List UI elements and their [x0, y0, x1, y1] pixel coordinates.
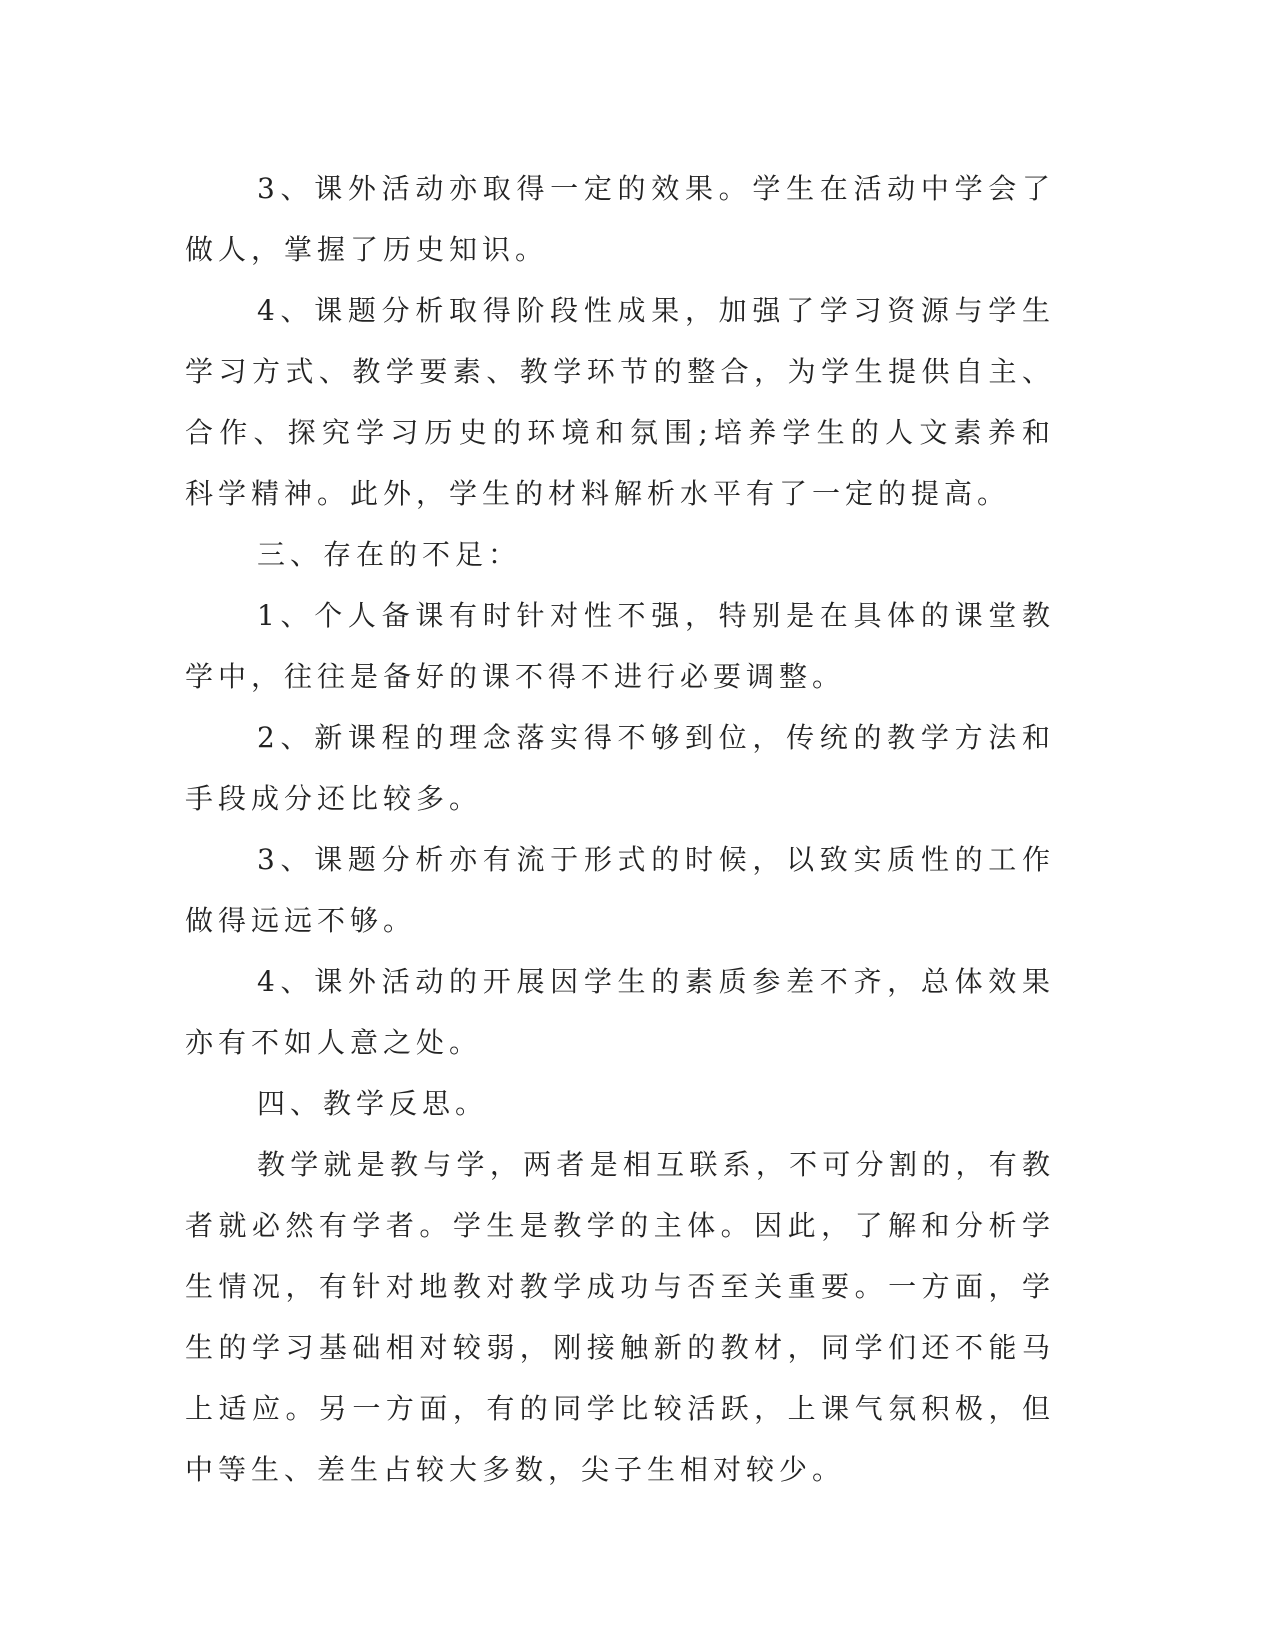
- paragraph-activities-result: 3、课外活动亦取得一定的效果。学生在活动中学会了做人，掌握了历史知识。: [185, 172, 1055, 266]
- document-body: [185, 158, 1055, 1500]
- paragraph-research-result: 4、课题分析取得阶段性成果，加强了学习资源与学生学习方式、教学要素、教学环节的整合，为学生提供自主、合作、探究学习历史的环境和氛围;培养学生的人文素养和科学精神。此外，学生的材料解析水平有了一定的提高。: [185, 294, 1055, 510]
- paragraph-shortcoming-2: 2、新课程的理念落实得不够到位，传统的教学方法和手段成分还比较多。: [185, 721, 1055, 815]
- paragraph-shortcoming-3: 3、课题分析亦有流于形式的时候，以致实质性的工作做得远远不够。: [185, 843, 1055, 937]
- paragraph-shortcoming-4: 4、课外活动的开展因学生的素质参差不齐，总体效果亦有不如人意之处。: [185, 965, 1055, 1059]
- section-heading-shortcomings: 三、存在的不足：: [257, 538, 522, 571]
- paragraph-reflection: 教学就是教与学，两者是相互联系，不可分割的，有教者就必然有学者。学生是教学的主体。因此，了解和分析学生情况，有针对地教对教学成功与否至关重要。一方面，学生的学习基础相对较弱，刚接触新的教材，同学们还不能马上适应。另一方面，有的同学比较活跃，上课气氛积极，但中等生、差生占较大多数，尖子生相对较少。: [185, 1148, 1055, 1486]
- section-heading-reflection: 四、教学反思。: [257, 1087, 489, 1120]
- paragraph-shortcoming-1: 1、个人备课有时针对性不强，特别是在具体的课堂教学中，往往是备好的课不得不进行必要调整。: [185, 599, 1055, 693]
